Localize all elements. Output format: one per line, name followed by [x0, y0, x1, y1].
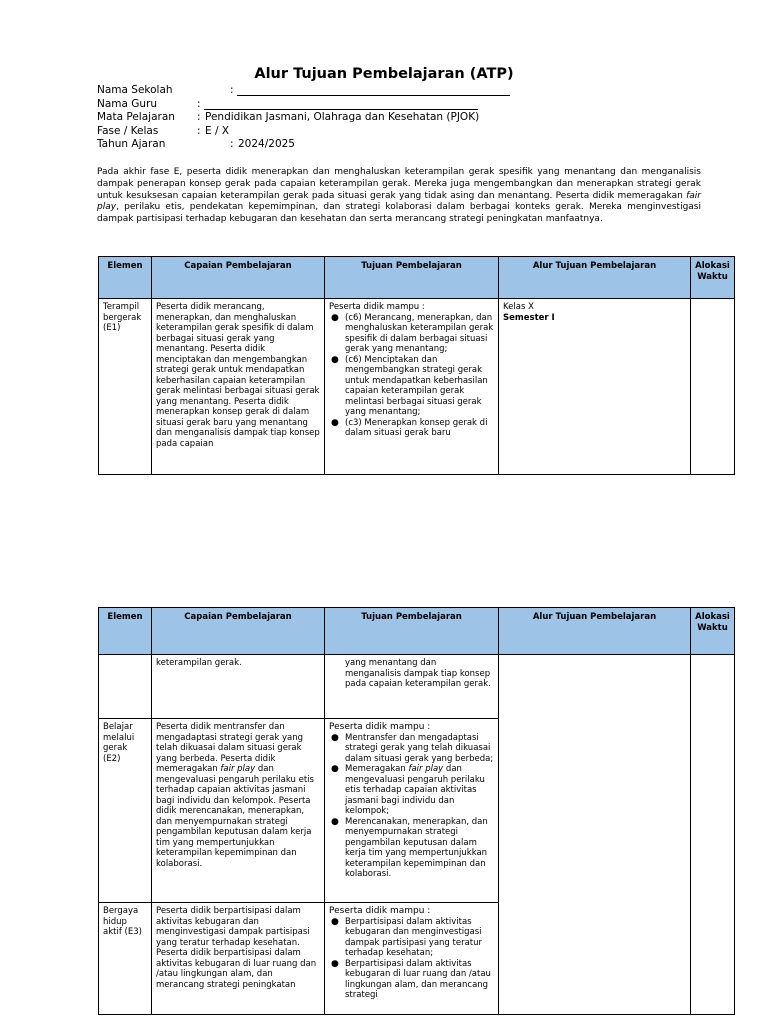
- fill-line: [204, 98, 478, 110]
- item-italic: fair play: [408, 764, 444, 774]
- table-header-row: [99, 608, 735, 655]
- tujuan-list: [329, 313, 494, 439]
- header-tujuan: Tujuan Pembelajaran: [325, 608, 499, 655]
- cell-tujuan: [325, 299, 499, 475]
- capaian-text: Peserta didik mentransfer dan mengadaptasi strategi gerak yang telah dikuasai dalam situasi gerak yang berbeda. Peserta didik memeragakan: [156, 722, 303, 774]
- document-title: Alur Tujuan Pembelajaran (ATP): [254, 66, 514, 82]
- cell-alokasi: [691, 655, 735, 1015]
- cell-elemen: Bergaya hidup aktif (E3): [99, 903, 152, 1015]
- list-item: ● Merencanakan, menerapkan, dan menyempurnakan strategi pengambilan keputusan dalam kerja tim yang mempertunjukkan keterampilan kepemimpinan dan kolaborasi.: [329, 817, 494, 880]
- header-alokasi: Alokasi Waktu: [691, 257, 735, 299]
- capaian-text: dan mengevaluasi pengaruh perilaku etis terhadap capaian aktivitas jasmani bagi individu dan kelompok. Peserta didik merencanakan, menerapkan, dan menyempurnakan strategi pengambilan keputusan dalam kerja tim yang mempertunjukkan keterampilan kepemimpinan dan kolaborasi.: [156, 764, 314, 869]
- meta-separator: :: [197, 124, 201, 137]
- header-elemen: Elemen: [99, 257, 152, 299]
- cell-alur: [499, 299, 691, 475]
- header-alur: Alur Tujuan Pembelajaran: [499, 608, 691, 655]
- fill-line: [237, 84, 510, 96]
- item-text: dan mengevaluasi pengaruh perilaku etis terhadap capaian aktivitas jasmani bagi individu dan kelompok;: [345, 764, 485, 816]
- list-item: ● (c3) Menerapkan konsep gerak di dalam situasi gerak baru: [329, 418, 494, 439]
- tujuan-intro: Peserta didik mampu :: [329, 722, 431, 732]
- alur-kelas: Kelas X: [503, 302, 534, 312]
- meta-separator: :: [230, 138, 234, 150]
- intro-text: , perilaku etis, pendekatan kepemimpinan, dan strategi kolaborasi dalam berbagai konteks gerak. Mereka menginvestigasi dampak partisipasi terhadap kebugaran dan kesehatan dan serta merancang strategi peningkatan manfaatnya.: [97, 202, 701, 225]
- meta-separator: :: [197, 111, 201, 123]
- header-elemen: Elemen: [99, 608, 152, 655]
- meta-label: Fase / Kelas: [97, 124, 159, 137]
- cell-tujuan: [325, 719, 499, 903]
- table-header-row: [99, 257, 735, 299]
- meta-label: Mata Pelajaran: [97, 111, 175, 123]
- alur-semester: Semester I: [503, 312, 555, 323]
- list-item: ● Berpartisipasi dalam aktivitas kebugaran dan menginvestigasi dampak partisipasi yang teratur terhadap kesehatan;: [329, 917, 494, 959]
- list-item: ● (c6) Menciptakan dan mengembangkan strategi gerak untuk mendapatkan keberhasilan capaian keterampilan gerak melintasi berbagai situasi gerak yang menantang;: [329, 355, 494, 418]
- intro-italic: fair play: [97, 190, 701, 213]
- list-item: [329, 764, 494, 817]
- meta-separator: :: [197, 97, 201, 110]
- tujuan-list: [329, 917, 494, 1001]
- meta-value: E / X: [205, 124, 230, 137]
- cell-capaian: [152, 719, 325, 903]
- cell-capaian: Peserta didik berpartisipasi dalam aktivitas kebugaran dan menginvestigasi dampak partisipasi yang teratur terhadap kesehatan. Peserta didik berpartisipasi dalam aktivitas kebugaran di luar ruang dan /atau lingkungan alam, dan merancang strategi peningkatan: [152, 903, 325, 1015]
- intro-text: Pada akhir fase E, peserta didik menerapkan dan menghaluskan keterampilan gerak spesifik yang menantang dan menganalisis dampak penerapan konsep gerak pada capaian keterampilan gerak. Mereka juga mengembangkan dan menerapkan strategi gerak untuk kesuksesan capaian keterampilan gerak pada situasi gerak yang tidak asing dan menantang. Peserta didik memeragakan: [97, 167, 701, 201]
- cell-alokasi: [691, 299, 735, 475]
- cell-tujuan: [325, 903, 499, 1015]
- cell-alur: [499, 655, 691, 1015]
- tujuan-list: [329, 733, 494, 880]
- meta-label: Nama Guru: [97, 97, 158, 110]
- meta-value: Pendidikan Jasmani, Olahraga dan Kesehatan (PJOK): [205, 111, 480, 123]
- list-item: ● Mentransfer dan mengadaptasi strategi gerak yang telah dikuasai dalam situasi gerak yang berbeda;: [329, 733, 494, 765]
- list-item: ● Berpartisipasi dalam aktivitas kebugaran di luar ruang dan /atau lingkungan alam, dan merancang strategi: [329, 959, 494, 1001]
- meta-label: Nama Sekolah: [97, 84, 173, 96]
- meta-label: Tahun Ajaran: [97, 138, 166, 150]
- item-text: Memeragakan: [345, 764, 406, 774]
- tujuan-intro: Peserta didik mampu :: [329, 906, 431, 916]
- meta-separator: :: [230, 84, 234, 96]
- header-capaian: Capaian Pembelajaran: [152, 257, 325, 299]
- header-alur: Alur Tujuan Pembelajaran: [499, 257, 691, 299]
- list-item: ● (c6) Merancang, menerapkan, dan menghaluskan keterampilan gerak spesifik di dalam berbagai situasi gerak yang menantang;: [329, 313, 494, 355]
- header-alokasi: Alokasi Waktu: [691, 608, 735, 655]
- header-capaian: Capaian Pembelajaran: [152, 608, 325, 655]
- atp-table-2: [98, 607, 735, 1015]
- cell-capaian: keterampilan gerak.: [152, 655, 325, 719]
- table-row: [99, 299, 735, 475]
- atp-table-1: [98, 256, 735, 475]
- cell-tujuan: yang menantang dan menganalisis dampak tiap konsep pada capaian keterampilan gerak.: [325, 655, 499, 719]
- cell-elemen: Belajar melalui gerak (E2): [99, 719, 152, 903]
- capaian-italic: fair play: [220, 764, 256, 774]
- header-tujuan: Tujuan Pembelajaran: [325, 257, 499, 299]
- table-row: [99, 655, 735, 719]
- cell-capaian: Peserta didik merancang, menerapkan, dan menghaluskan keterampilan gerak spesifik di dalam berbagai situasi gerak yang menantang. Peserta didik menciptakan dan mengembangkan strategi gerak untuk mendapatkan keberhasilan capaian keterampilan gerak melintasi berbagai situasi gerak yang menantang. Peserta didik menerapkan konsep gerak di dalam situasi gerak baru yang menantang dan menganalisis dampak tiap konsep pada capaian: [152, 299, 325, 475]
- cell-elemen: Terampil bergerak (E1): [99, 299, 152, 475]
- intro-paragraph: [97, 167, 701, 226]
- cell-elemen: [99, 655, 152, 719]
- tujuan-intro: Peserta didik mampu :: [329, 302, 425, 312]
- meta-value: 2024/2025: [238, 138, 295, 150]
